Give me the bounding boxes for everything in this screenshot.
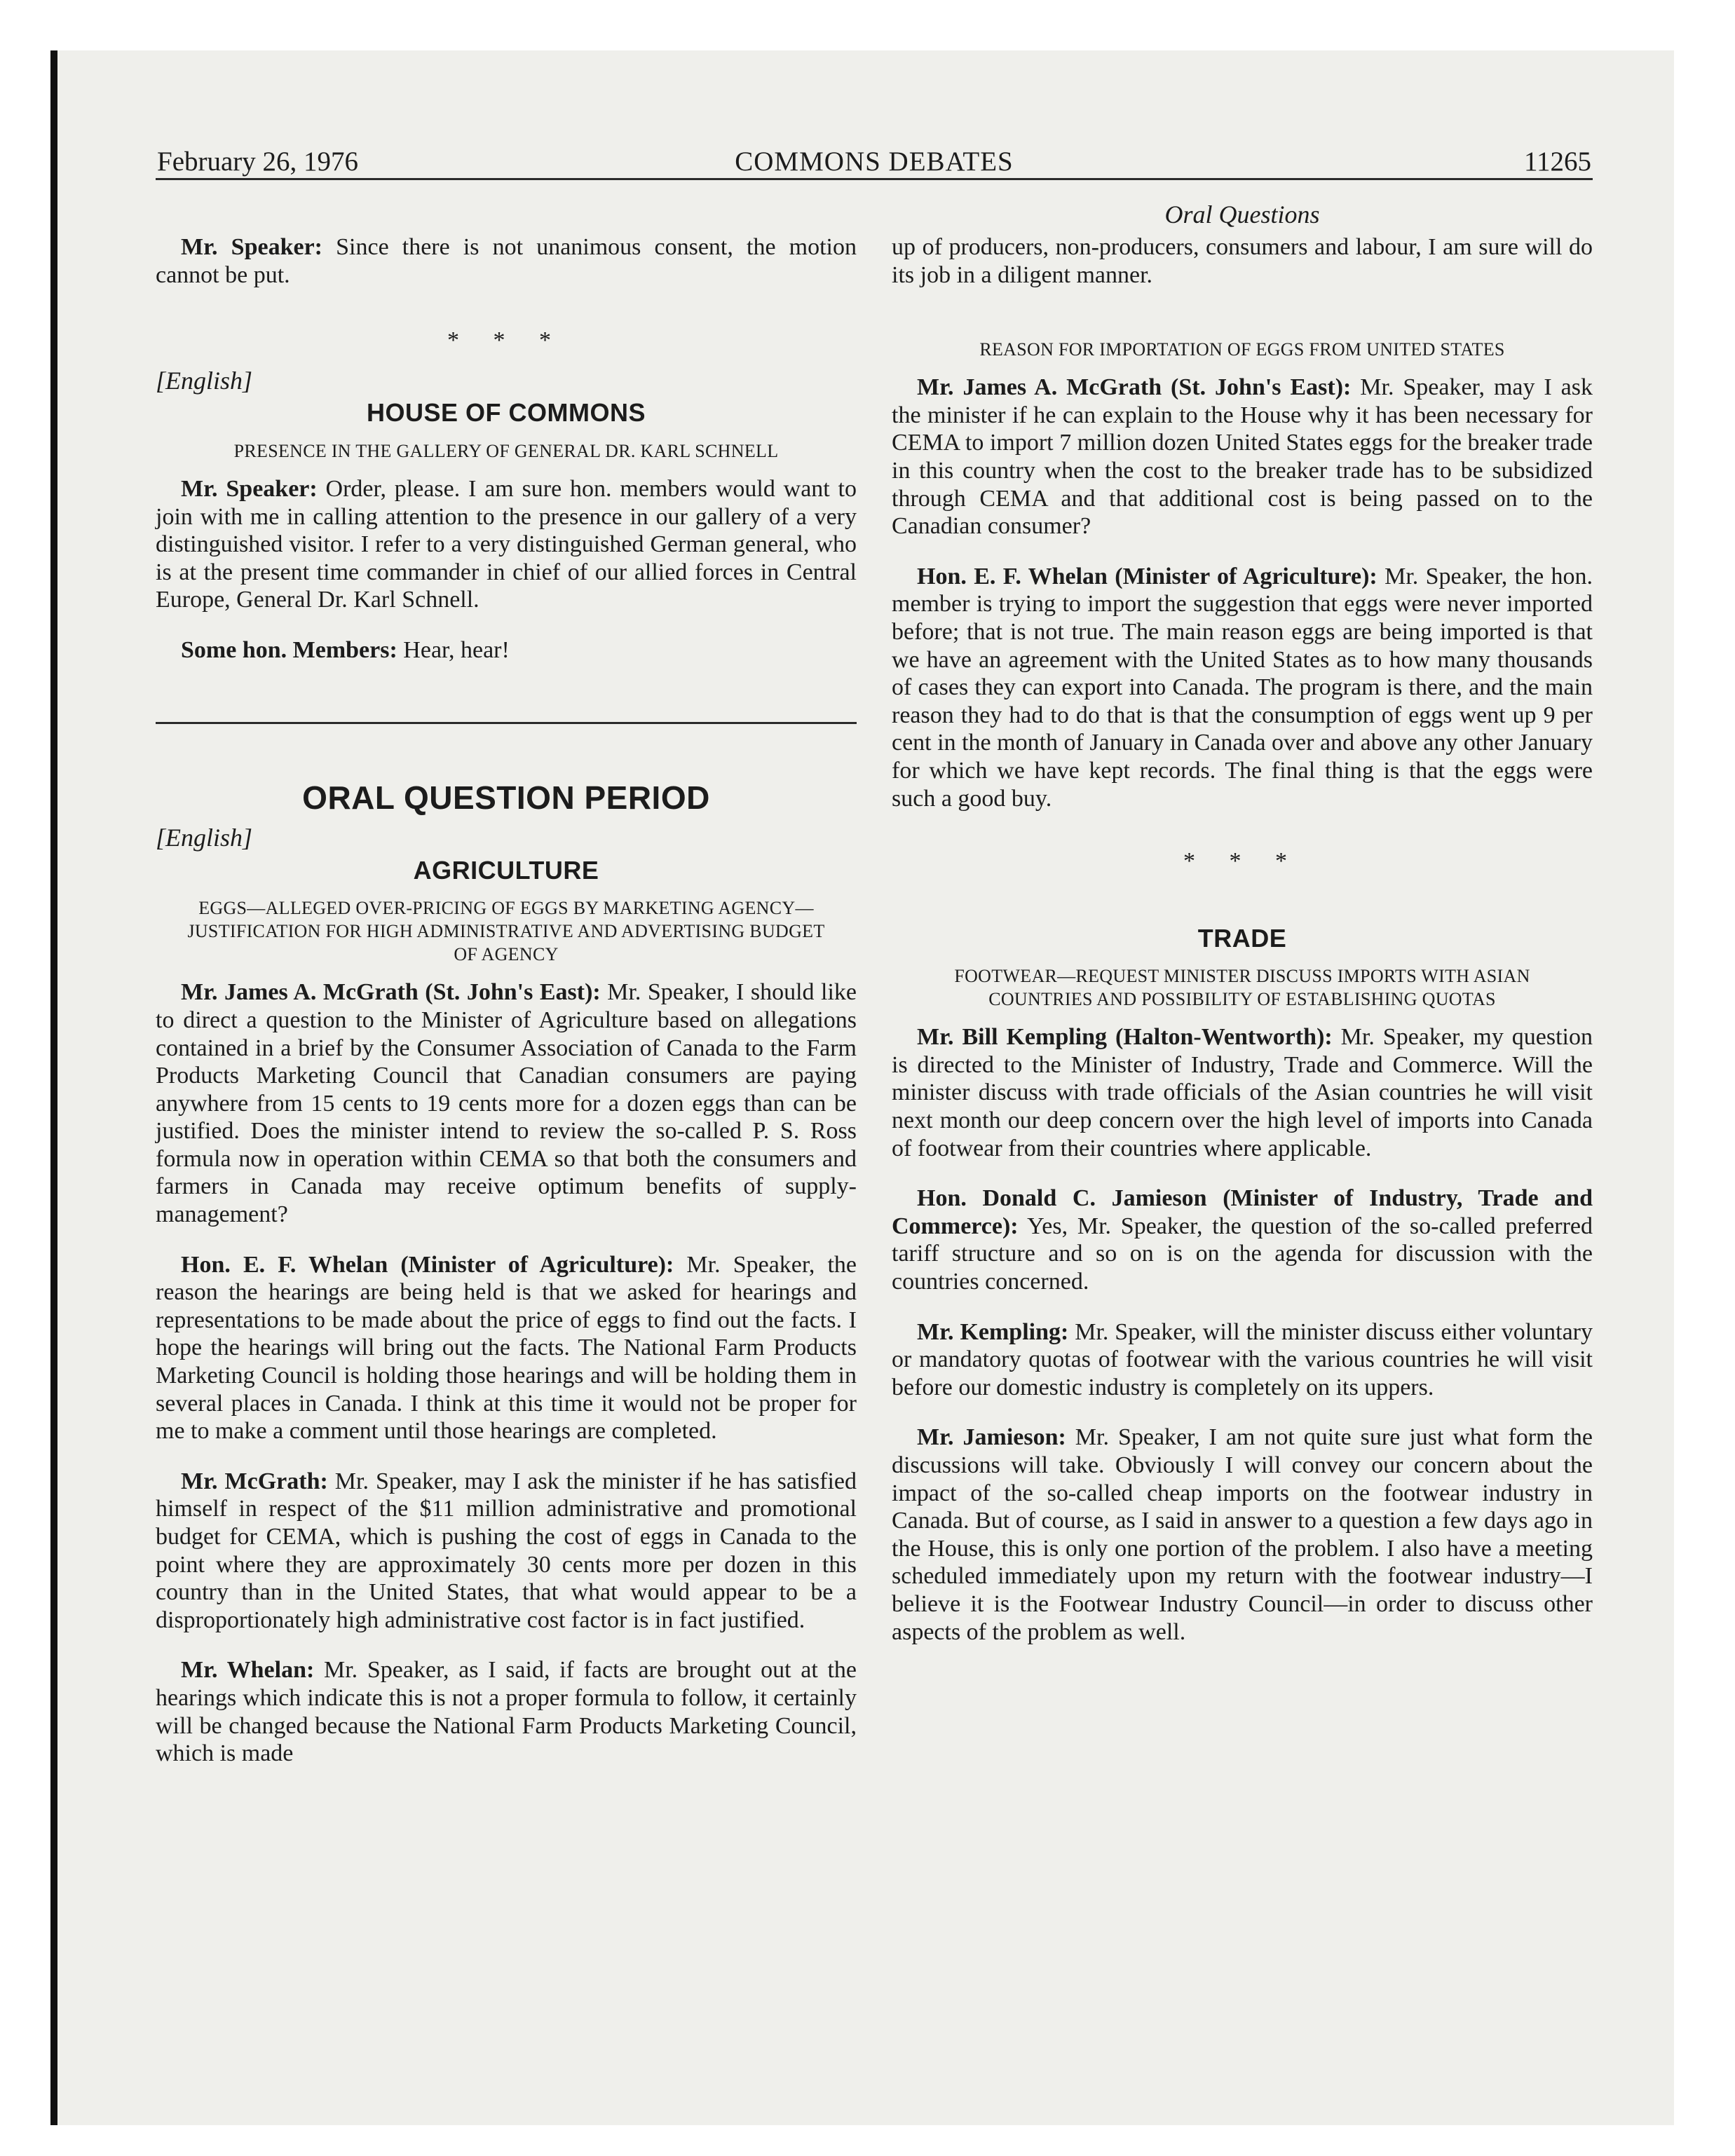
right-column (892, 233, 1593, 1646)
speaker-name: Mr. James A. McGrath (St. John's East): (917, 374, 1352, 401)
paragraph (156, 1468, 857, 1635)
speaker-name: Hon. E. F. Whelan (Minister of Agriculture): (181, 1251, 674, 1278)
speaker-name: Mr. James A. McGrath (St. John's East): (181, 979, 601, 1006)
paragraph (156, 1656, 857, 1767)
header-title: COMMONS DEBATES (735, 146, 1014, 177)
speaker-name: Mr. McGrath: (181, 1468, 328, 1494)
subject-heading: EGGS—ALLEGED OVER-PRICING OF EGGS BY MARKETING AGENCY—JUSTIFICATION FOR HIGH ADMINISTRATIVE AND ADVERTISING BUDGET OF AGENCY (187, 898, 825, 965)
section-heading: HOUSE OF COMMONS (366, 398, 646, 428)
subject-heading: REASON FOR IMPORTATION OF EGGS FROM UNITED STATES (979, 339, 1505, 360)
speaker-name: Mr. Jamieson: (917, 1424, 1066, 1451)
speech-text: Hear, hear! (397, 636, 510, 663)
running-header (156, 146, 1593, 180)
paragraph (156, 475, 857, 614)
paragraph (156, 636, 857, 664)
speech-text: Order, please. I am sure hon. members would want to join with me in calling attention to the presence in our gallery of a very distinguished visitor. I refer to a very distinguished German general, who is at the present time commander in chief of our allied forces in Central Europe, General Dr. Karl Schnell. (156, 475, 857, 613)
speech-text: Mr. Speaker, may I ask the minister if he has satisfied himself in respect of the $11 million administrative and promotional budget for CEMA, which is pushing the cost of eggs in Canada to the point where they are approximately 30 cents more per dozen in this country than in the United States, that what would appear to be a disproportionately high administrative cost factor is in fact justified. (156, 1468, 857, 1633)
speech-text: Mr. Speaker, I should like to direct a question to the Minister of Agriculture based on allegations contained in a brief by the Consumer Association of Canada to the Farm Products Marketing Council that Canadian consumers are paying anywhere from 15 cents to 19 cents more for a dozen eggs than can be justified. Does the minister intend to review the so-called P. S. Ross formula now in operation within CEMA so that both the consumers and farmers in Canada may receive optimum benefits of supply-management? (156, 979, 857, 1228)
speech-text: Mr. Speaker, may I ask the minister if he can explain to the House why it has been necessary for CEMA to import 7 million dozen United States eggs for the breaker trade in this country when the cost to the breaker trade has to be subsidized through CEMA and that additional cost is being passed on to the Canadian consumer? (892, 374, 1593, 540)
subject-heading: FOOTWEAR—REQUEST MINISTER DISCUSS IMPORTS WITH ASIAN COUNTRIES AND POSSIBILITY OF ESTABLISHING QUOTAS (954, 966, 1530, 1010)
speech-text: Mr. Speaker, the hon. member is trying to import the suggestion that eggs were never imported before; that is not true. The main reason eggs are being imported is that we have an agreement with the United States as to how many thousands of cases they can export into Canada. The program is there, and the main reason they had to do that is that the consumption of eggs went up 9 per cent in the month of January in Canada over and above any other January for which we have kept records. The final thing is that the eggs were such a good buy. (892, 563, 1593, 812)
header-date: February 26, 1976 (157, 146, 359, 177)
speech-text: Mr. Speaker, the reason the hearings are being held is that we asked for hearings and representations to be made about the price of eggs to find out the facts. I hope the hearings will bring out the facts. The National Farm Products Marketing Council is holding those hearings and will be holding them in several places in Canada. I think at this time it would not be proper for me to make a comment until those hearings are completed. (156, 1251, 857, 1445)
speaker-name: Hon. Donald C. Jamieson (Minister of Industry, Trade and Commerce): (892, 1185, 1593, 1239)
paragraph (156, 978, 857, 1228)
page-section-title: ORAL QUESTION PERIOD (302, 779, 710, 816)
speech-text: Mr. Speaker, as I said, if facts are brought out at the hearings which indicate this is not a proper formula to follow, it certainly will be changed because the National Farm Products Marketing Council, which is made (156, 1657, 857, 1767)
paragraph (892, 1185, 1593, 1295)
speaker-name: Mr. Kempling: (917, 1318, 1069, 1345)
section-separator: * * * (1183, 848, 1301, 875)
speaker-name: Mr. Speaker: (181, 475, 318, 502)
section-separator: * * * (447, 327, 565, 354)
paragraph (892, 374, 1593, 540)
speaker-name: Mr. Speaker: (181, 234, 322, 260)
speech-text: Mr. Speaker, will the minister discuss either voluntary or mandatory quotas of footwear with the various countries he will visit before our domestic industry is completely on its uppers. (892, 1318, 1593, 1400)
divider-rule (156, 722, 857, 724)
paragraph (892, 1424, 1593, 1646)
speech-text: Yes, Mr. Speaker, the question of the so-called preferred tariff structure and so on is on the agenda for discussion with the countries concerned. (892, 1213, 1593, 1295)
paragraph (156, 1251, 857, 1445)
scan-edge (50, 50, 57, 2125)
section-subheading: Oral Questions (1164, 200, 1320, 228)
speech-text: Mr. Speaker, I am not quite sure just what form the discussions will take. Obviously I will convey our concern about the impact of the so-called cheap imports on the footwear industry in Canada. But of course, as I said in answer to a question a few days ago in the House, this is only one portion of the problem. I also have a meeting scheduled immediately upon my return with the footwear industry—I believe it is the Footwear Industry Council—in order to discuss other aspects of the problem as well. (892, 1424, 1593, 1645)
speaker-name: Hon. E. F. Whelan (Minister of Agriculture): (917, 563, 1377, 589)
language-marker: [English] (156, 366, 253, 395)
speech-text: Mr. Speaker, my question is directed to the Minister of Industry, Trade and Commerce. Will the minister discuss with trade officials of the Asian countries he will visit next month our deep concern over the high level of imports into Canada of footwear from their countries where applicable. (892, 1024, 1593, 1161)
speaker-name: Mr. Bill Kempling (Halton-Wentworth): (917, 1024, 1333, 1051)
section-heading: AGRICULTURE (413, 855, 599, 885)
paragraph (892, 1023, 1593, 1162)
speaker-name: Some hon. Members: (181, 636, 397, 663)
subject-heading: PRESENCE IN THE GALLERY OF GENERAL DR. KARL SCHNELL (233, 440, 779, 461)
speaker-name: Mr. Whelan: (181, 1657, 315, 1684)
paragraph (892, 1318, 1593, 1402)
speech-text: Since there is not unanimous consent, the motion cannot be put. (156, 234, 857, 288)
page-number: 11265 (1523, 146, 1591, 177)
language-marker: [English] (156, 824, 253, 852)
section-heading: TRADE (1197, 923, 1287, 953)
paragraph (892, 563, 1593, 812)
paragraph (156, 233, 857, 289)
left-column (156, 233, 857, 1768)
paragraph: up of producers, non-producers, consumers and labour, I am sure will do its job in a diligent manner. (892, 234, 1593, 288)
